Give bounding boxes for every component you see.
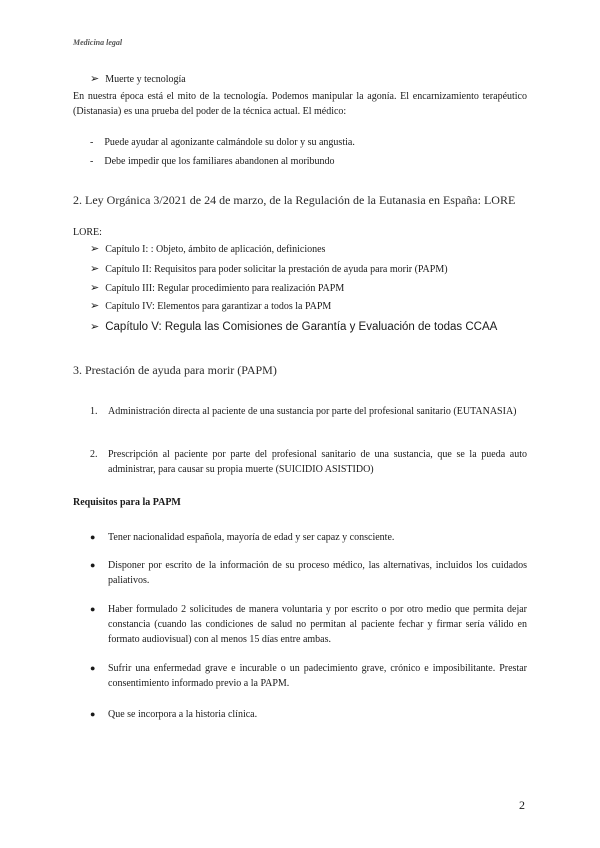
bullet-icon: ● (90, 532, 96, 542)
arrow-bullet-icon: ➢ (90, 243, 100, 255)
arrow-bullet-icon: ➢ (90, 321, 100, 333)
arrow-bullet-icon: ➢ (90, 263, 100, 275)
chapter-item: ➢ Capítulo I: : Objeto, ámbito de aplicación, definiciones (90, 243, 326, 255)
bullet-icon: ● (90, 709, 96, 719)
arrow-bullet-icon: ➢ (90, 300, 100, 312)
page-header: Medicina legal (73, 38, 123, 47)
chapter-item: ➢ Capítulo III: Regular procedimiento para realización PAPM (90, 282, 345, 294)
bullet-icon: ● (90, 604, 96, 614)
intro-bullet-heading: ➢ Muerte y tecnología (90, 73, 186, 85)
requirement-item: ● Disponer por escrito de la información de su proceso médico, las alternativas, incluidos los cuidados paliativos. (90, 560, 527, 586)
dash-item: - Debe impedir que los familiares abandonen al moribundo (90, 156, 335, 167)
intro-paragraph: En nuestra época está el mito de la tecnología. Podemos manipular la agonía. El encarnizamiento terapéutico (Distanasia) es una prueba del poder de la técnica actual. El médico: (73, 91, 527, 117)
dash-item: - Puede ayudar al agonizante calmándole su dolor y su angustia. (90, 137, 355, 148)
chapter-item: ➢ Capítulo V: Regula las Comisiones de Garantía y Evaluación de todas CCAA (90, 321, 498, 333)
page-number: 2 (519, 798, 525, 812)
requirement-item: ● Que se incorpora a la historia clínica. (90, 709, 258, 720)
chapter-item: ➢ Capítulo IV: Elementos para garantizar a todos la PAPM (90, 300, 332, 312)
numbered-item: 2. Prescripción al paciente por parte del profesional sanitario de una sustancia, que se la pueda auto administrar, para causar su propia muerte (SUICIDIO ASISTIDO) (90, 449, 527, 475)
numbered-item: 1. Administración directa al paciente de una sustancia por parte del profesional sanitario (EUTANASIA) (90, 406, 517, 417)
section2-title: 2. Ley Orgánica 3/2021 de 24 de marzo, de la Regulación de la Eutanasia en España: LORE (73, 193, 516, 207)
arrow-bullet-icon: ➢ (90, 282, 100, 294)
arrow-bullet-icon: ➢ (90, 73, 100, 85)
requirements-heading: Requisitos para la PAPM (73, 497, 181, 508)
bullet-icon: ● (90, 663, 96, 673)
lore-label: LORE: (73, 227, 102, 238)
requirement-item: ● Tener nacionalidad española, mayoría de edad y ser capaz y consciente. (90, 532, 395, 543)
requirement-item: ● Haber formulado 2 solicitudes de manera voluntaria y por escrito o por otro medio que permita dejar constancia (cuando las condiciones de salud no permitan al paciente fechar y firmar sería válido en formato audiovisual) con al menos 15 días entre ambas. (90, 604, 527, 645)
bullet-icon: ● (90, 560, 96, 570)
chapter-item: ➢ Capítulo II: Requisitos para poder solicitar la prestación de ayuda para morir (PAPM) (90, 263, 448, 275)
section3-title: 3. Prestación de ayuda para morir (PAPM) (73, 363, 277, 377)
requirement-item: ● Sufrir una enfermedad grave e incurable o un padecimiento grave, crónico e imposibilitante. Prestar consentimiento informado previo a la PAPM. (90, 663, 527, 689)
